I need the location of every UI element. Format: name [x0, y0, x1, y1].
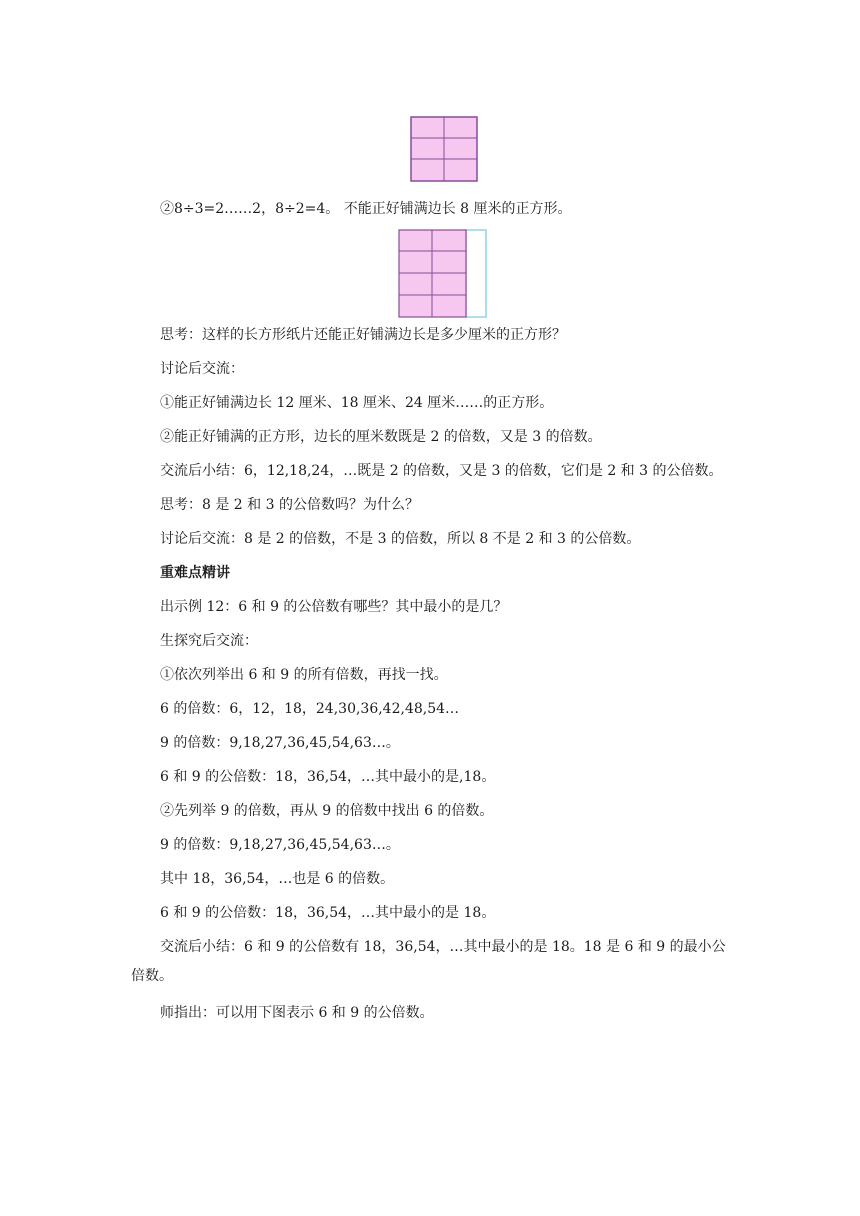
text-line-8: 讨论后交流：8 是 2 的倍数，不是 3 的倍数，所以 8 不是 2 和 3 的公倍数。 — [160, 531, 641, 547]
text-line-6: 交流后小结：6，12,18,24，…既是 2 的倍数，又是 3 的倍数，它们是 2 和 3 的公倍数。 — [160, 463, 723, 479]
text-line-10: 出示例 12：6 和 9 的公倍数有哪些？其中最小的是几？ — [160, 599, 508, 615]
text-line-1: ②8÷3=2……2，8÷2=4。 不能正好铺满边长 8 厘米的正方形。 — [160, 201, 572, 217]
text-line-19: 6 和 9 的公倍数：18，36,54，…其中最小的是 18。 — [160, 905, 496, 921]
text-line-17: 9 的倍数：9,18,27,36,45,54,63…。 — [160, 837, 400, 853]
text-line-16: ②先列举 9 的倍数，再从 9 的倍数中找出 6 的倍数。 — [160, 803, 494, 819]
section-heading: 重难点精讲 — [160, 565, 230, 581]
tiling-figure-8 — [398, 229, 490, 319]
text-line-18: 其中 18，36,54，…也是 6 的倍数。 — [160, 871, 395, 887]
text-line-11: 生探究后交流： — [160, 633, 258, 649]
text-line-7: 思考：8 是 2 和 3 的公倍数吗？为什么？ — [160, 497, 419, 513]
text-line-22: 师指出：可以用下图表示 6 和 9 的公倍数。 — [160, 1005, 434, 1021]
text-line-13: 6 的倍数：6，12，18，24,30,36,42,48,54… — [160, 701, 460, 717]
text-line-14: 9 的倍数：9,18,27,36,45,54,63…。 — [160, 735, 400, 751]
text-line-21: 倍数。 — [131, 968, 173, 984]
text-line-4: ①能正好铺满边长 12 厘米、18 厘米、24 厘米……的正方形。 — [160, 395, 554, 411]
text-line-3: 讨论后交流： — [160, 361, 244, 377]
text-line-20: 交流后小结：6 和 9 的公倍数有 18，36,54，…其中最小的是 18。18 是 6 和 9 的最小公 — [160, 939, 726, 955]
text-line-5: ②能正好铺满的正方形，边长的厘米数既是 2 的倍数，又是 3 的倍数。 — [160, 429, 602, 445]
text-line-15: 6 和 9 的公倍数：18，36,54，…其中最小的是,18。 — [160, 769, 496, 785]
tiling-figure-6 — [410, 116, 478, 182]
remainder-strip — [466, 230, 486, 317]
text-line-2: 思考：这样的长方形纸片还能正好铺满边长是多少厘米的正方形？ — [160, 327, 566, 343]
text-line-12: ①依次列举出 6 和 9 的所有倍数，再找一找。 — [160, 667, 448, 683]
